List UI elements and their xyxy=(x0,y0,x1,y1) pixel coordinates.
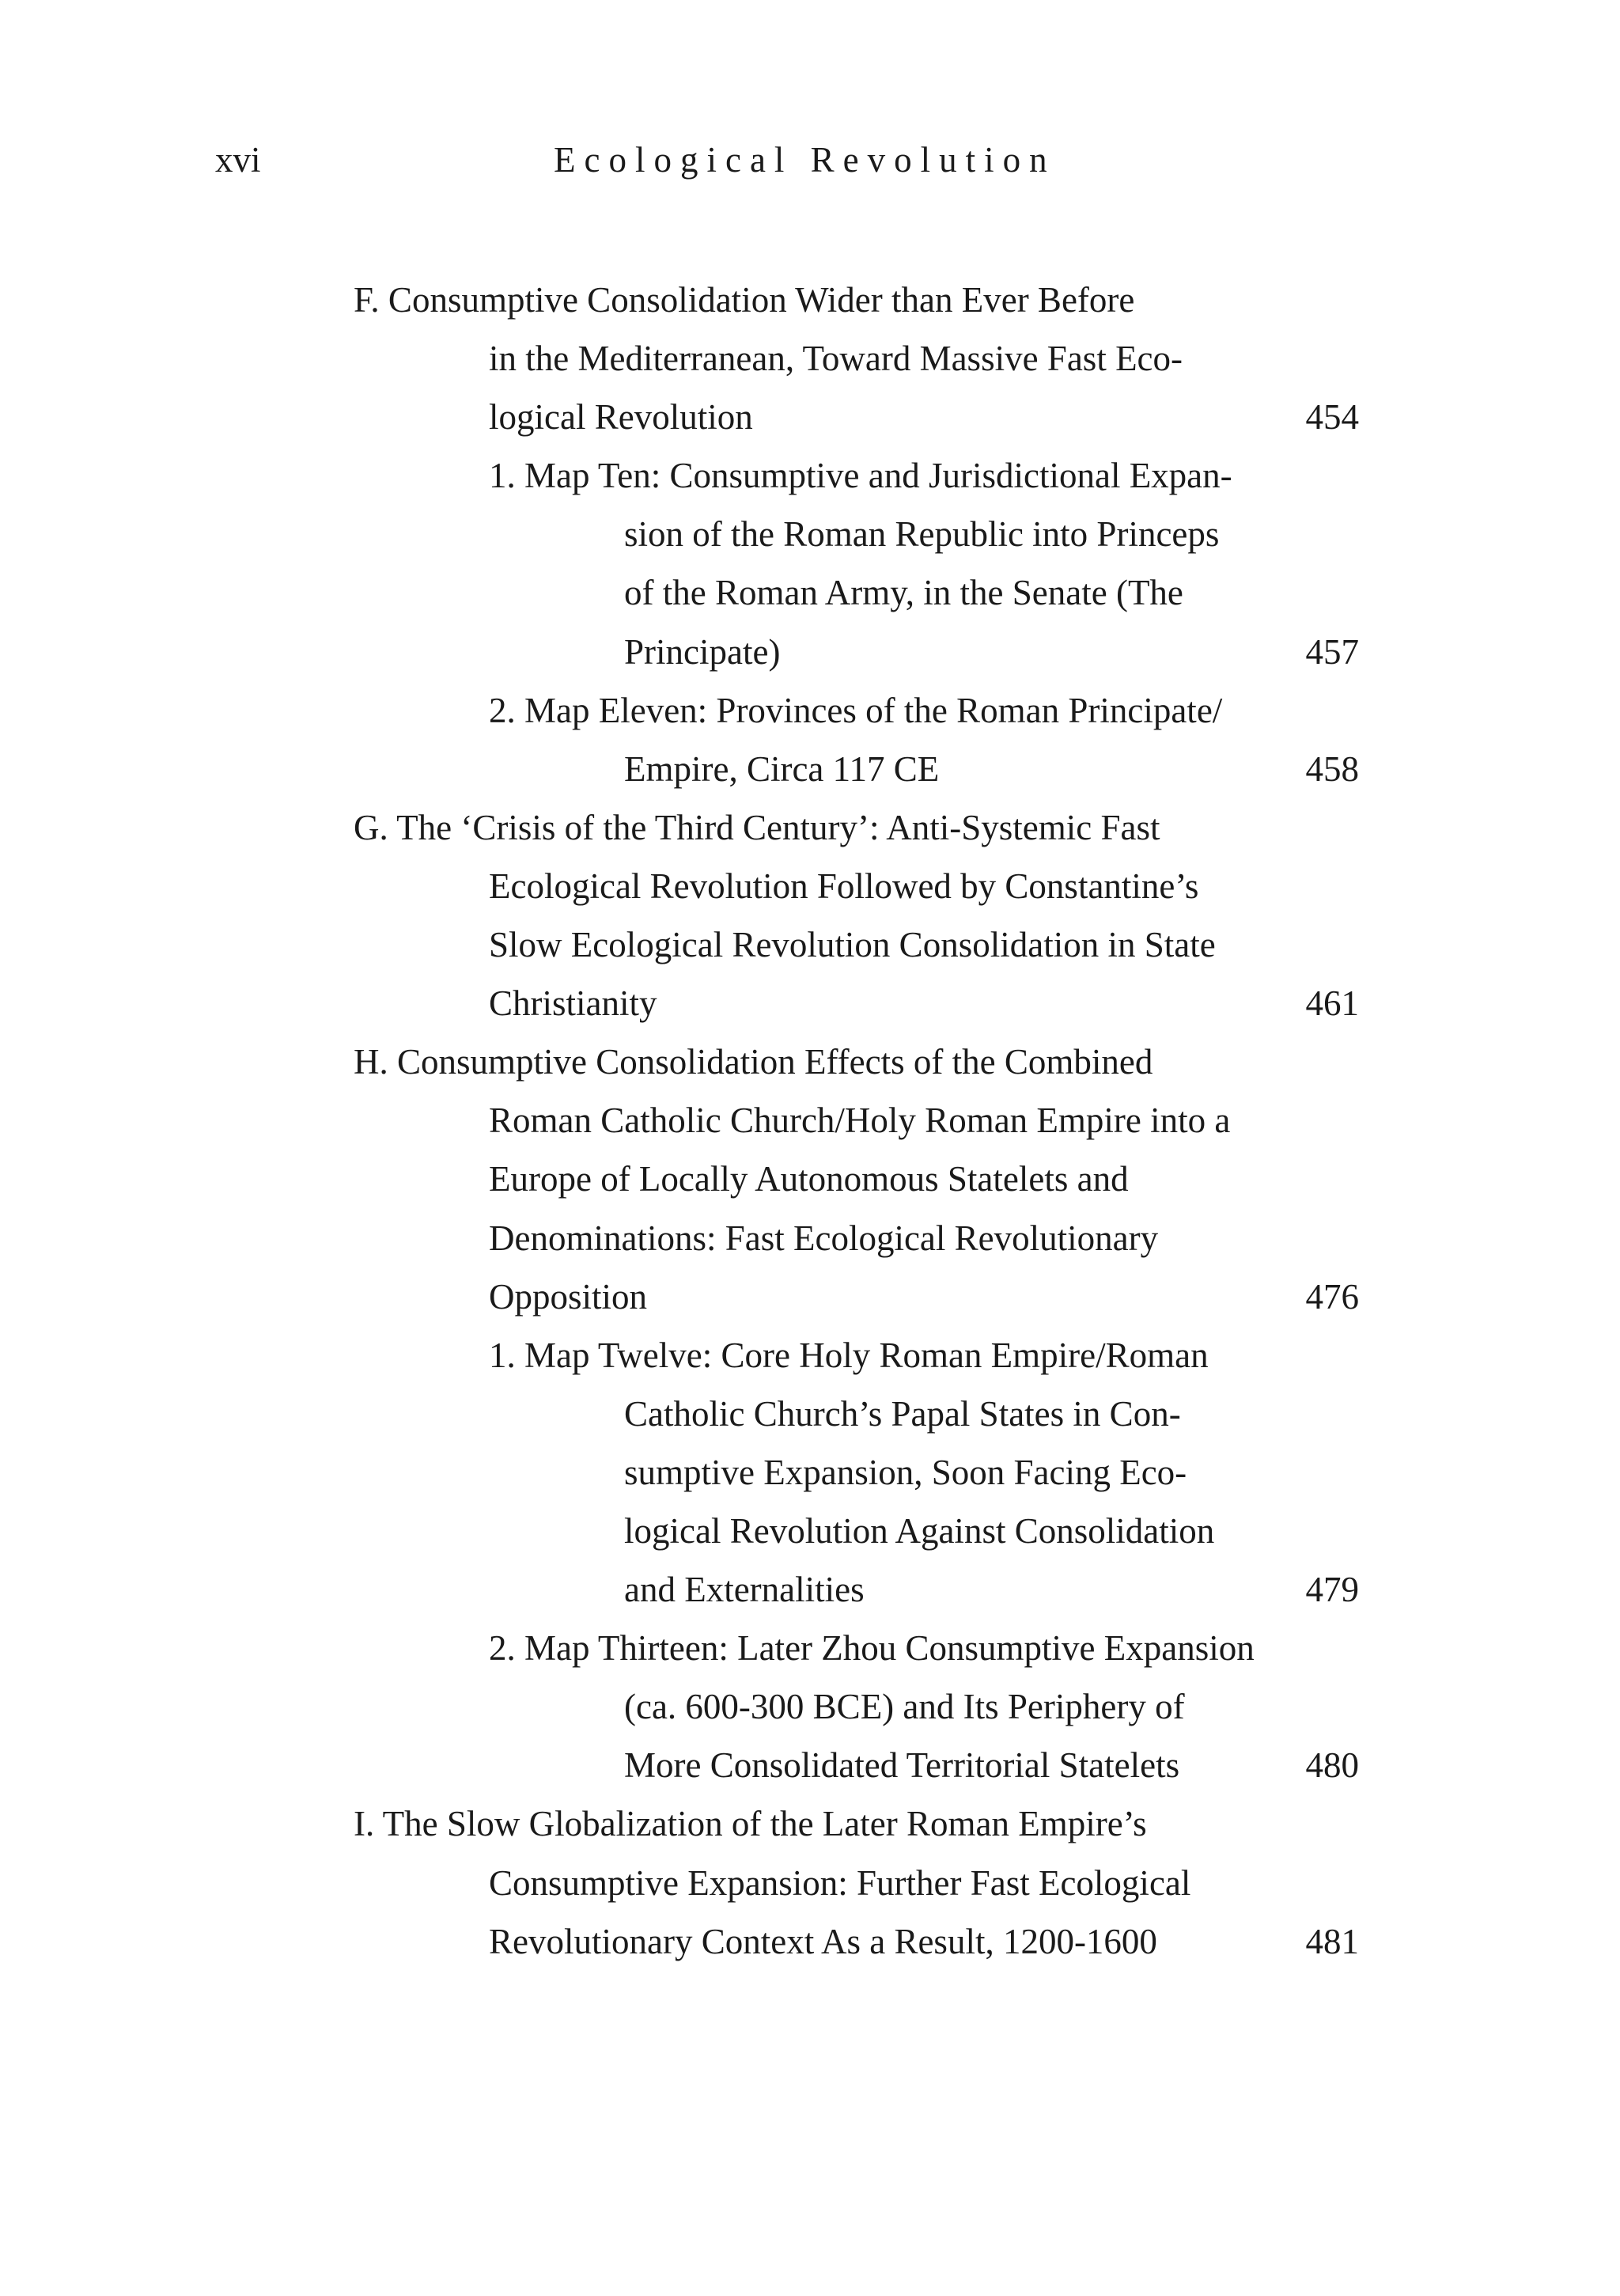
toc-page-number: 454 xyxy=(1305,397,1359,438)
toc-entry-line xyxy=(0,505,1620,563)
toc-entry-line xyxy=(0,681,1620,740)
toc-entry-title-continued: Roman Catholic Church/Holy Roman Empire into a xyxy=(489,1101,1231,1141)
toc-entry xyxy=(0,1619,1620,1794)
toc-entry-title: H. Consumptive Consolidation Effects of the Combined xyxy=(354,1042,1153,1082)
toc-entry xyxy=(0,271,1620,446)
toc-entry-title-continued: and Externalities xyxy=(624,1570,865,1610)
toc-entry-line xyxy=(0,1736,1620,1794)
toc-entry-line xyxy=(0,1912,1620,1971)
toc-page-number: 476 xyxy=(1305,1276,1359,1317)
toc-entry-line xyxy=(0,1326,1620,1385)
toc-entry-title-continued: Principate) xyxy=(624,631,781,672)
toc-entry-line xyxy=(0,740,1620,798)
toc-entry-line xyxy=(0,446,1620,505)
toc-entry-title-continued: Christianity xyxy=(489,983,657,1024)
toc-entry-title-continued: More Consolidated Territorial Statelets xyxy=(624,1745,1180,1786)
toc-entry-line xyxy=(0,1560,1620,1619)
toc-entry xyxy=(0,681,1620,798)
toc-entry xyxy=(0,446,1620,680)
toc-entry-line xyxy=(0,1150,1620,1208)
table-of-contents xyxy=(0,271,1620,1971)
toc-entry-title-continued: Catholic Church’s Papal States in Con- xyxy=(624,1393,1181,1434)
toc-page-number: 480 xyxy=(1305,1745,1359,1786)
toc-entry-title-continued: sumptive Expansion, Soon Facing Eco- xyxy=(624,1452,1187,1492)
toc-page-number: 461 xyxy=(1305,983,1359,1024)
toc-entry-title-continued: Slow Ecological Revolution Consolidation in State xyxy=(489,925,1216,965)
toc-entry-title: 2. Map Eleven: Provinces of the Roman Principate/ xyxy=(489,690,1223,730)
toc-entry-title-continued: sion of the Roman Republic into Princeps xyxy=(624,514,1220,555)
toc-entry-title: 1. Map Twelve: Core Holy Roman Empire/Roman xyxy=(489,1335,1209,1375)
toc-entry-line xyxy=(0,974,1620,1032)
toc-entry-line xyxy=(0,1209,1620,1267)
toc-page-number: 479 xyxy=(1305,1570,1359,1610)
toc-entry-title: 1. Map Ten: Consumptive and Jurisdictional Expan- xyxy=(489,456,1232,496)
toc-entry-title: G. The ‘Crisis of the Third Century’: Anti-Systemic Fast xyxy=(354,807,1160,847)
toc-entry-title-continued: of the Roman Army, in the Senate (The xyxy=(624,573,1183,613)
toc-entry-title-continued: Revolutionary Context As a Result, 1200-1600 xyxy=(489,1921,1157,1961)
toc-page-number: 458 xyxy=(1305,748,1359,789)
toc-entry-line xyxy=(0,623,1620,681)
toc-entry-title-continued: Denominations: Fast Ecological Revolutionary xyxy=(489,1218,1159,1258)
toc-entry-line xyxy=(0,388,1620,446)
toc-entry-title: 2. Map Thirteen: Later Zhou Consumptive Expansion xyxy=(489,1628,1255,1669)
toc-entry xyxy=(0,1326,1620,1619)
toc-entry xyxy=(0,798,1620,1032)
toc-entry-line xyxy=(0,563,1620,622)
toc-entry-title: I. The Slow Globalization of the Later Roman Empire’s xyxy=(354,1804,1147,1844)
toc-entry-line xyxy=(0,1091,1620,1150)
toc-entry-line xyxy=(0,915,1620,974)
toc-entry-title-continued: Europe of Locally Autonomous Statelets and xyxy=(489,1159,1129,1199)
toc-entry-line xyxy=(0,1267,1620,1326)
toc-entry-line xyxy=(0,1385,1620,1443)
toc-entry-line xyxy=(0,1677,1620,1736)
toc-entry-title-continued: logical Revolution xyxy=(489,397,753,438)
toc-entry-title-continued: in the Mediterranean, Toward Massive Fast Eco- xyxy=(489,339,1183,379)
toc-page-number: 457 xyxy=(1305,631,1359,672)
toc-entry xyxy=(0,1032,1620,1325)
toc-entry-title: F. Consumptive Consolidation Wider than Ever Before xyxy=(354,280,1135,320)
toc-entry-line xyxy=(0,1794,1620,1853)
toc-entry-title-continued: Ecological Revolution Followed by Constantine’s xyxy=(489,866,1199,906)
running-head-title: Ecological Revolution xyxy=(554,140,1056,180)
toc-entry-title-continued: Empire, Circa 117 CE xyxy=(624,748,940,789)
running-head xyxy=(0,136,1620,184)
toc-entry-line xyxy=(0,329,1620,388)
toc-entry-line xyxy=(0,798,1620,857)
toc-entry-line xyxy=(0,1619,1620,1677)
toc-entry-title-continued: Consumptive Expansion: Further Fast Ecological xyxy=(489,1862,1191,1903)
toc-entry-line xyxy=(0,1443,1620,1502)
toc-entry-title-continued: (ca. 600-300 BCE) and Its Periphery of xyxy=(624,1687,1185,1727)
toc-entry-line xyxy=(0,1502,1620,1560)
toc-entry-title-continued: logical Revolution Against Consolidation xyxy=(624,1510,1215,1551)
toc-page-number: 481 xyxy=(1305,1921,1359,1961)
toc-entry-line xyxy=(0,1032,1620,1091)
toc-entry-line xyxy=(0,1854,1620,1912)
page-folio: xvi xyxy=(215,140,261,180)
toc-entry-title-continued: Opposition xyxy=(489,1276,648,1317)
toc-entry xyxy=(0,1794,1620,1970)
toc-entry-line xyxy=(0,857,1620,915)
toc-entry-line xyxy=(0,271,1620,329)
